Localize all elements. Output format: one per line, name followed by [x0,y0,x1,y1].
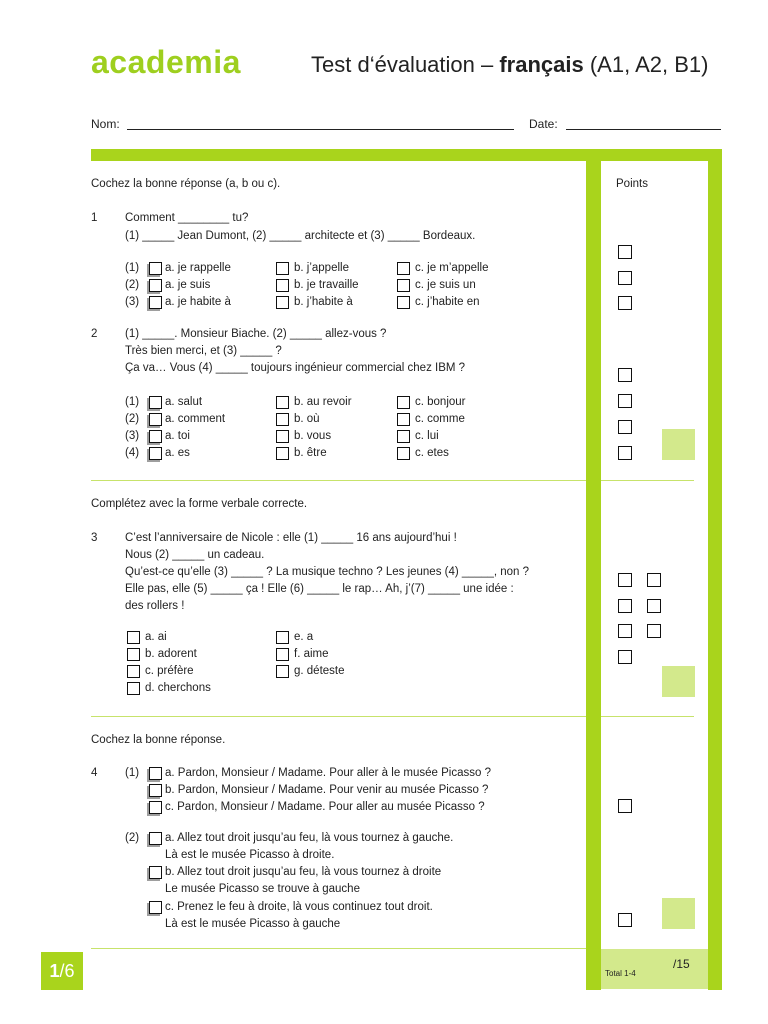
q2-option: c. etes [415,447,449,459]
q2-option: a. comment [165,413,226,425]
q2-4a-checkbox[interactable] [149,447,162,460]
q2-line1: (1) _____. Monsieur Biache. (2) _____ allez-vous ? [125,328,387,340]
q4-2c-checkbox[interactable] [149,901,162,914]
points-checkbox-q3-7[interactable] [618,650,632,664]
q3-line: Qu’est-ce qu’elle (3) _____ ? La musique techno ? Les jeunes (4) _____, non ? [125,566,530,578]
name-field[interactable] [127,129,514,130]
q4-part-num: (2) [125,832,140,844]
points-checkbox-q2-3[interactable] [618,420,632,434]
q3-option-e-checkbox[interactable] [276,631,289,644]
q1-number: 1 [91,212,98,224]
q2-2a-checkbox[interactable] [149,413,162,426]
q2-row-num: (3) [125,430,140,442]
q4-1c-checkbox[interactable] [149,801,162,814]
q2-number: 2 [91,328,98,340]
q3-option: b. adorent [145,648,197,660]
points-checkbox-q2-4[interactable] [618,446,632,460]
points-checkbox-q3-6[interactable] [647,624,661,638]
points-checkbox-q1-1[interactable] [618,245,632,259]
divider [601,480,694,481]
points-checkbox-q3-2[interactable] [647,573,661,587]
total-label: Total 1-4 [605,969,636,978]
q3-option: e. a [294,631,314,643]
q3-option-f-checkbox[interactable] [276,648,289,661]
q2-line2: Très bien merci, et (3) _____ ? [125,345,282,357]
q3-option-d-checkbox[interactable] [127,682,140,695]
q2-option: a. es [165,447,190,459]
section2-instruction: Complétez avec la forme verbale correcte. [91,498,308,510]
q3-number: 3 [91,532,98,544]
date-label: Date: [529,117,558,131]
points-checkbox-q3-4[interactable] [647,599,661,613]
q3-option-c-checkbox[interactable] [127,665,140,678]
section3-score-box[interactable] [662,898,695,929]
q3-line: Nous (2) _____ un cadeau. [125,549,265,561]
q1-row-num: (1) [125,262,140,274]
q2-option: c. lui [415,430,439,442]
q4-option: a. Pardon, Monsieur / Madame. Pour aller à le musée Picasso ? [165,767,491,779]
q4-option-cont: Là est le musée Picasso à gauche [165,918,341,930]
q1-1c-checkbox[interactable] [397,262,410,275]
q1-option: a. je suis [165,279,211,291]
points-checkbox-q3-1[interactable] [618,573,632,587]
q2-2c-checkbox[interactable] [397,413,410,426]
q4-option-cont: Le musée Picasso se trouve à gauche [165,883,360,895]
q3-option-a-checkbox[interactable] [127,631,140,644]
q1-3a-checkbox[interactable] [149,296,162,309]
q3-option: f. aime [294,648,329,660]
academia-logo: academia [91,44,241,80]
q4-2b-checkbox[interactable] [149,866,162,879]
divider [601,716,694,717]
q4-2a-checkbox[interactable] [149,832,162,845]
date-field[interactable] [566,129,721,130]
q2-4c-checkbox[interactable] [397,447,410,460]
q1-2b-checkbox[interactable] [276,279,289,292]
points-checkbox-q1-2[interactable] [618,271,632,285]
q2-row-num: (4) [125,447,140,459]
q1-option: c. je suis un [415,279,476,291]
q1-option: a. je rappelle [165,262,231,274]
points-label: Points [616,178,648,190]
q2-option: c. bonjour [415,396,466,408]
q2-row-num: (2) [125,413,140,425]
points-checkbox-q4-1[interactable] [618,799,632,813]
q3-line: des rollers ! [125,600,185,612]
q3-option: d. cherchons [145,682,211,694]
q4-1b-checkbox[interactable] [149,784,162,797]
top-frame-bar [91,149,708,161]
points-checkbox-q2-1[interactable] [618,368,632,382]
q4-part-num: (1) [125,767,140,779]
q1-option: b. j’habite à [294,296,353,308]
q2-option: a. salut [165,396,203,408]
q2-1b-checkbox[interactable] [276,396,289,409]
q1-3b-checkbox[interactable] [276,296,289,309]
page-title: Test d‘évaluation – français (A1, A2, B1) [311,52,709,77]
q2-option: b. au revoir [294,396,352,408]
points-column-right-bar [708,149,722,990]
q4-option: b. Pardon, Monsieur / Madame. Pour venir au musée Picasso ? [165,784,489,796]
q1-row-num: (3) [125,296,140,308]
q4-1a-checkbox[interactable] [149,767,162,780]
q1-option: c. je m’appelle [415,262,489,274]
q4-option-cont: Là est le musée Picasso à droite. [165,849,335,861]
points-checkbox-q3-3[interactable] [618,599,632,613]
q1-3c-checkbox[interactable] [397,296,410,309]
q2-1c-checkbox[interactable] [397,396,410,409]
q4-number: 4 [91,767,98,779]
q1-line1: Comment ________ tu? [125,212,249,224]
q2-1a-checkbox[interactable] [149,396,162,409]
q1-1b-checkbox[interactable] [276,262,289,275]
q2-option: c. comme [415,413,465,425]
q3-option: c. préfère [145,665,194,677]
q3-option: g. déteste [294,665,345,677]
q2-option: b. vous [294,430,332,442]
name-label: Nom: [91,117,120,131]
q1-option: b. j’appelle [294,262,349,274]
q3-option: a. ai [145,631,167,643]
q2-4b-checkbox[interactable] [276,447,289,460]
q1-line2: (1) _____ Jean Dumont, (2) _____ architecte et (3) _____ Bordeaux. [125,230,476,242]
points-checkbox-q2-2[interactable] [618,394,632,408]
q2-line3: Ça va… Vous (4) _____ toujours ingénieur commercial chez IBM ? [125,362,466,374]
points-column-left-bar [586,149,601,990]
q4-option: c. Pardon, Monsieur / Madame. Pour aller au musée Picasso ? [165,801,485,813]
total-score: /15 [673,957,690,971]
q4-option: b. Allez tout droit jusqu’au feu, là vous tournez à droite [165,866,442,878]
section3-instruction: Cochez la bonne réponse. [91,734,226,746]
q2-option: b. être [294,447,327,459]
q3-line: C’est l’anniversaire de Nicole : elle (1) _____ 16 ans aujourd’hui ! [125,532,457,544]
q2-row-num: (1) [125,396,140,408]
divider [91,948,586,949]
q1-option: b. je travaille [294,279,359,291]
q1-2c-checkbox[interactable] [397,279,410,292]
q3-option-b-checkbox[interactable] [127,648,140,661]
q2-3c-checkbox[interactable] [397,430,410,443]
divider [91,716,586,717]
section1-score-box[interactable] [662,429,695,460]
q1-option: a. je habite à [165,296,231,308]
q4-option: c. Prenez le feu à droite, là vous continuez tout droit. [165,901,433,913]
q2-option: b. où [294,413,320,425]
divider [91,480,586,481]
q1-1a-checkbox[interactable] [149,262,162,275]
section1-instruction: Cochez la bonne réponse (a, b ou c). [91,178,281,190]
points-checkbox-q4-2[interactable] [618,913,632,927]
q1-2a-checkbox[interactable] [149,279,162,292]
q3-line: Elle pas, elle (5) _____ ça ! Elle (6) _____ le rap… Ah, j’(7) _____ une idée : [125,583,514,595]
q2-3a-checkbox[interactable] [149,430,162,443]
q3-option-g-checkbox[interactable] [276,665,289,678]
q2-2b-checkbox[interactable] [276,413,289,426]
q1-option: c. j’habite en [415,296,480,308]
section2-score-box[interactable] [662,666,695,697]
q1-row-num: (2) [125,279,140,291]
q4-option: a. Allez tout droit jusqu’au feu, là vous tournez à gauche. [165,832,454,844]
q2-option: a. toi [165,430,190,442]
page-indicator: 1/6 [41,952,83,990]
q2-3b-checkbox[interactable] [276,430,289,443]
points-checkbox-q3-5[interactable] [618,624,632,638]
points-checkbox-q1-3[interactable] [618,296,632,310]
total-box [601,949,708,989]
